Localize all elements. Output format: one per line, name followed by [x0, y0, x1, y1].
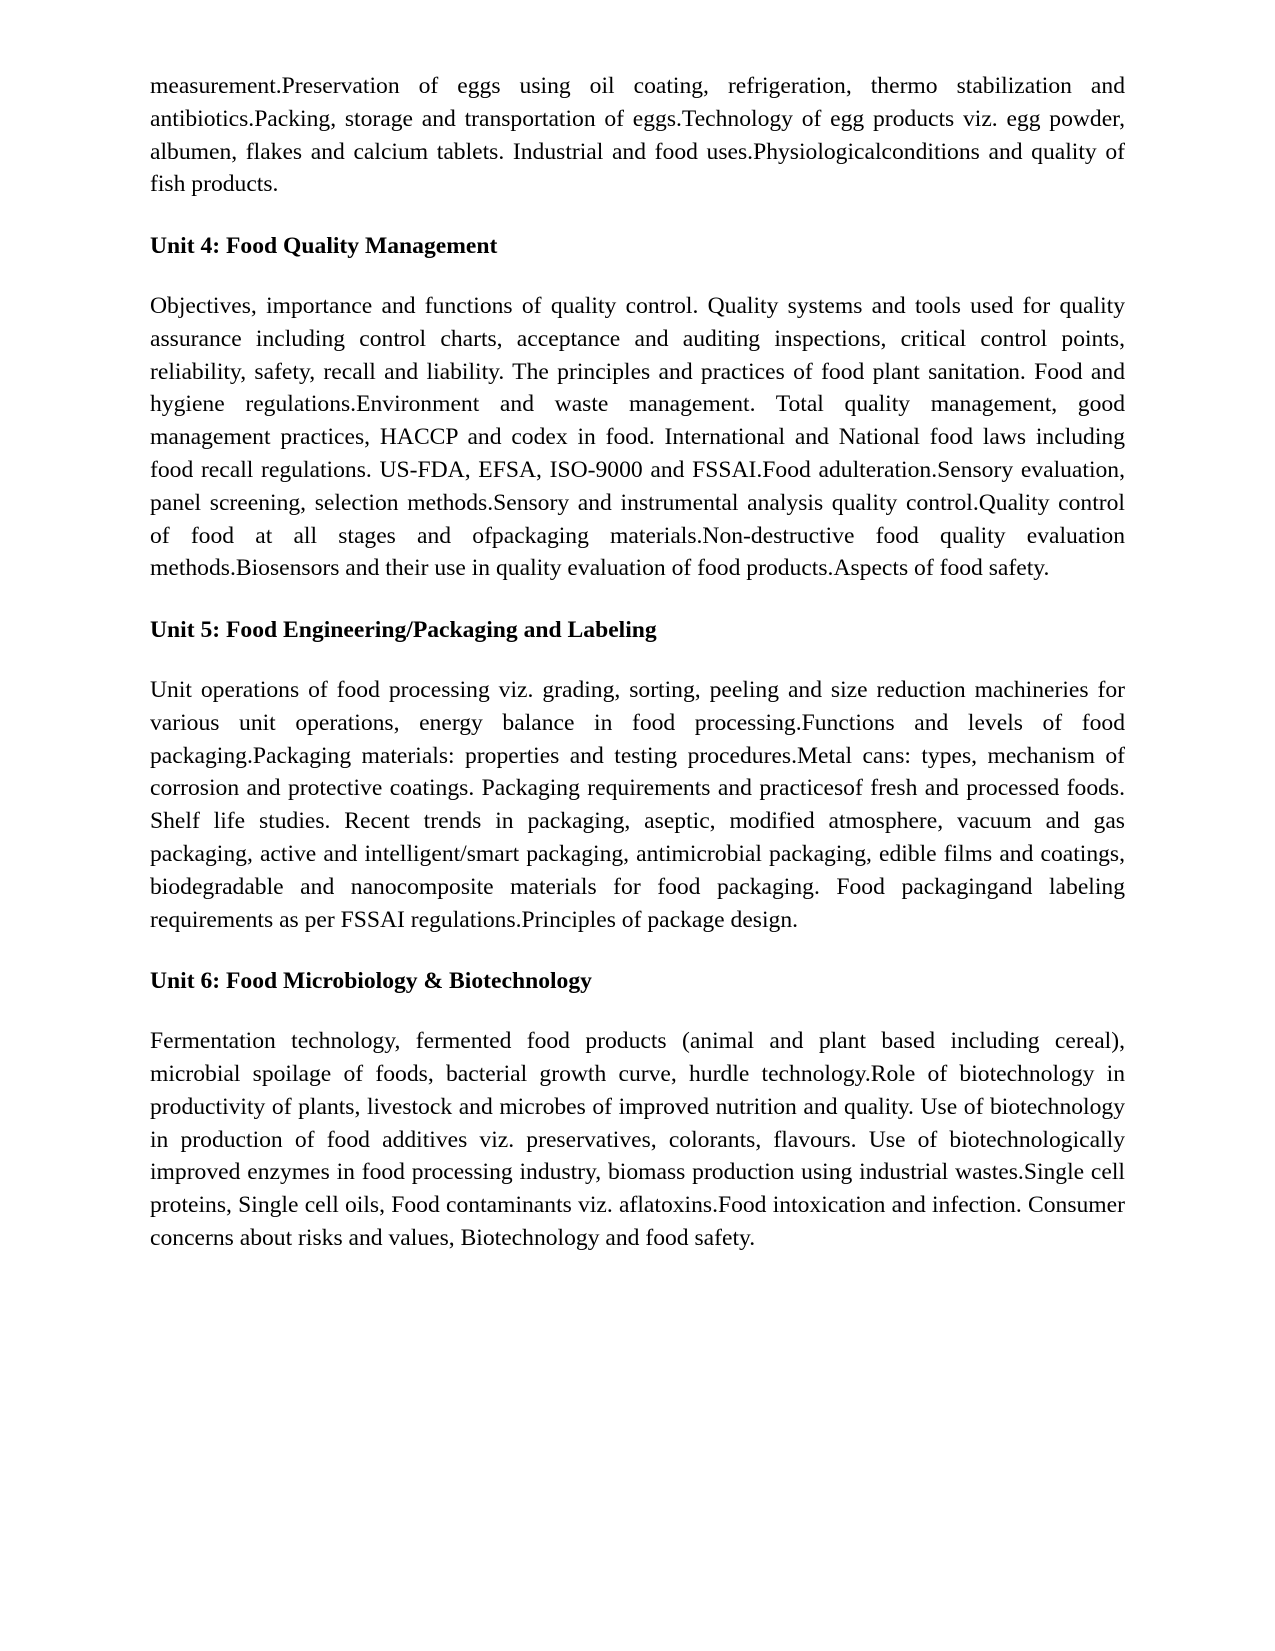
- intro-paragraph: measurement.Preservation of eggs using oil coating, refrigeration, thermo stabilization and antibiotics.Packing, storage and transportation of eggs.Technology of egg products viz. egg powder, albumen, flakes and calcium tablets. Industrial and food uses.Physiologicalconditions and quality of fish products.: [150, 73, 1125, 198]
- document-page: [150, 70, 1125, 1255]
- unit-6-heading: Unit 6: Food Microbiology & Biotechnology: [150, 968, 592, 995]
- unit-6-body: Fermentation technology, fermented food products (animal and plant based including cereal), microbial spoilage of foods, bacterial growth curve, hurdle technology.Role of biotechnology in productivity of plants, livestock and microbes of improved nutrition and quality. Use of biotechnology in production of food additives viz. preservatives, colorants, flavours. Use of biotechnologically improved enzymes in food processing industry, biomass production using industrial wastes.Single cell proteins, Single cell oils, Food contaminants viz. aflatoxins.Food intoxication and infection. Consumer concerns about risks and values, Biotechnology and food safety.: [150, 1028, 1125, 1251]
- unit-4-heading: Unit 4: Food Quality Management: [150, 233, 498, 260]
- unit-4-body: Objectives, importance and functions of quality control. Quality systems and tools used for quality assurance including control charts, acceptance and auditing inspections, critical control points, reliability, safety, recall and liability. The principles and practices of food plant sanitation. Food and hygiene regulations.Environment and waste management. Total quality management, good management practices, HACCP and codex in food. International and National food laws including food recall regulations. US-FDA, EFSA, ISO-9000 and FSSAI.Food adulteration.Sensory evaluation, panel screening, selection methods.Sensory and instrumental analysis quality control.Quality control of food at all stages and ofpackaging materials.Non-destructive food quality evaluation methods.Biosensors and their use in quality evaluation of food products.Aspects of food safety.: [150, 292, 1125, 582]
- unit-5-body: Unit operations of food processing viz. grading, sorting, peeling and size reduction machineries for various unit operations, energy balance in food processing.Functions and levels of food packaging.Packaging materials: properties and testing procedures.Metal cans: types, mechanism of corrosion and protective coatings. Packaging requirements and practicesof fresh and processed foods. Shelf life studies. Recent trends in packaging, aseptic, modified atmosphere, vacuum and gas packaging, active and intelligent/smart packaging, antimicrobial packaging, edible films and coatings, biodegradable and nanocomposite materials for food packaging. Food packagingand labeling requirements as per FSSAI regulations.Principles of package design.: [150, 676, 1125, 933]
- unit-5-heading: Unit 5: Food Engineering/Packaging and Labeling: [150, 617, 657, 644]
